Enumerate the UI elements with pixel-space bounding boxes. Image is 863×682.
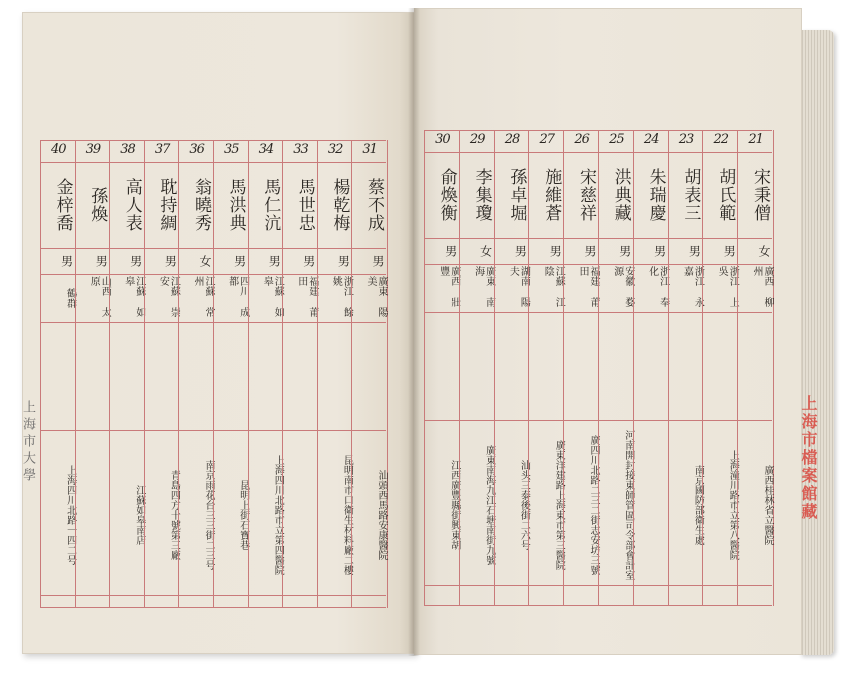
entry-name: 宋秉僧	[749, 168, 770, 222]
entry-native-place: 江蘇 如皋	[122, 276, 145, 317]
register-column	[424, 130, 460, 606]
entry-native-place: 福建 莆田	[576, 266, 599, 307]
register-column	[668, 130, 704, 606]
entry-sex: 男	[617, 245, 632, 257]
entry-number: 25	[609, 132, 624, 147]
entry-sex: 男	[59, 255, 74, 267]
entry-number: 27	[539, 132, 555, 147]
entry-native-place: 湖南 陽夫	[507, 266, 530, 307]
register-column	[144, 140, 180, 608]
entry-sex: 男	[232, 255, 247, 267]
entry-name: 馬世忠	[294, 178, 315, 232]
entry-address	[283, 440, 318, 590]
entry-address: 上海四川北路一四二号	[64, 465, 76, 565]
entry-native-place: 江蘇 江陰	[542, 266, 565, 307]
left-margin-marks: 上海市大學	[20, 400, 35, 485]
entry-sex: 女	[197, 255, 212, 267]
entry-sex: 男	[722, 245, 737, 257]
register-column	[737, 130, 774, 606]
entry-sex: 男	[513, 245, 528, 257]
entry-sex: 男	[267, 255, 282, 267]
entry-native-place: 廣東 陽美	[364, 276, 387, 317]
entry-number: 34	[258, 142, 274, 157]
entry-number: 21	[748, 132, 763, 147]
entry-address: 江西廣豐縣街興東胡	[448, 460, 460, 550]
entry-number: 30	[435, 132, 450, 147]
entry-name: 高人表	[121, 178, 142, 232]
entry-name: 馬仁沆	[260, 178, 281, 232]
archive-stamp: 上海市檔案館藏	[799, 395, 818, 521]
register-column	[282, 140, 318, 608]
entry-sex: 男	[163, 255, 178, 267]
book-spine	[408, 8, 420, 656]
entry-native-place: 江蘇 常州	[191, 276, 214, 317]
entry-address: 南京雨花台三三街二三号	[202, 460, 214, 570]
register-column	[633, 130, 669, 606]
entry-address	[634, 430, 669, 580]
entry-sex: 男	[128, 255, 143, 267]
entry-native-place: 江蘇 如皋	[261, 276, 284, 317]
entry-name: 孫煥	[87, 187, 108, 223]
entry-name: 朱瑞慶	[645, 168, 666, 222]
entry-native-place: 山西 太原	[88, 276, 111, 317]
entry-address: 廣四川北路二三二街志安坊三號	[587, 435, 599, 575]
entry-address: 上海潼川路市立第八醫院	[727, 450, 739, 560]
entry-address: 汕头三泰後街二六号	[518, 460, 530, 550]
register-column	[563, 130, 599, 606]
entry-native-place: 四川 成都	[226, 276, 249, 317]
entry-address: 青島四方十號第三廠	[168, 470, 180, 560]
entry-native-place: 廣西 壯豐	[437, 266, 460, 307]
entry-native-place: 廣西 柳州	[750, 266, 773, 307]
entry-number: 33	[293, 142, 308, 157]
entry-address: 廣西桂林省立醫院	[761, 465, 773, 545]
entry-number: 35	[224, 142, 239, 157]
entry-sex: 男	[582, 245, 597, 257]
entry-address: 南京國防部衛生處	[692, 465, 704, 545]
entry-number: 32	[327, 142, 343, 157]
entry-sex: 女	[478, 245, 493, 257]
register-column	[317, 140, 353, 608]
entry-name: 楊乾梅	[329, 178, 350, 232]
register-column	[109, 140, 145, 608]
entry-address: 河南開封接東師管區司令部會計室	[622, 430, 634, 580]
entry-name: 馬洪典	[225, 178, 246, 232]
entry-name: 洪典藏	[610, 168, 631, 222]
entry-name: 蔡不成	[363, 178, 384, 232]
entry-number: 28	[504, 132, 520, 147]
entry-address: 江蘇如皋南店	[133, 485, 145, 545]
entry-sex: 男	[336, 255, 351, 267]
register-column	[213, 140, 249, 608]
register-column	[75, 140, 111, 608]
entry-address: 廣東南海九江石塘南街九號	[483, 445, 495, 565]
entry-number: 26	[574, 132, 589, 147]
entry-native-place: 浙江 奉化	[646, 266, 669, 307]
entry-native-place: 浙江 永嘉	[681, 266, 704, 307]
entry-native-place: 福建 莆田	[295, 276, 318, 317]
register-column	[598, 130, 634, 606]
entry-address: 汕頭西馬路安康醫院	[375, 470, 387, 560]
entry-number: 38	[120, 142, 135, 157]
entry-number: 24	[643, 132, 659, 147]
entry-native-place: 安徽 婺源	[611, 266, 634, 307]
entry-name: 胡表三	[680, 168, 701, 222]
register-column	[494, 130, 530, 606]
entry-sex: 男	[548, 245, 563, 257]
entry-sex: 男	[652, 245, 667, 257]
entry-sex: 女	[756, 245, 771, 257]
register-column	[528, 130, 564, 606]
register-column	[248, 140, 284, 608]
register-column	[459, 130, 495, 606]
entry-name: 施維蒼	[541, 168, 562, 222]
register-column	[40, 140, 76, 608]
entry-number: 37	[154, 142, 170, 157]
entry-name: 翁曉秀	[190, 178, 211, 232]
right-register-table	[424, 130, 772, 606]
entry-name: 孫卓堀	[506, 168, 527, 222]
register-column	[702, 130, 738, 606]
entry-number: 29	[469, 132, 485, 147]
register-column	[178, 140, 214, 608]
entry-native-place: 鶴群	[64, 288, 76, 308]
entry-address: 昆明上街石寶巷	[237, 480, 249, 550]
entry-native-place: 江蘇 崇安	[157, 276, 180, 317]
entry-number: 39	[85, 142, 101, 157]
entry-name: 耽持綢	[156, 178, 177, 232]
entry-number: 36	[189, 142, 204, 157]
entry-name: 胡氏範	[715, 168, 736, 222]
entry-sex: 男	[370, 255, 385, 267]
entry-sex: 男	[301, 255, 316, 267]
register-column	[351, 140, 388, 608]
entry-name: 俞煥衡	[436, 168, 457, 222]
entry-address: 上海四川北路市立第四醫院	[272, 455, 284, 575]
entry-sex: 男	[443, 245, 458, 257]
entry-number: 23	[678, 132, 694, 147]
entry-native-place: 浙江 餘姚	[330, 276, 353, 317]
entry-number: 40	[51, 142, 66, 157]
entry-sex: 男	[687, 245, 702, 257]
entry-name: 李集瓊	[471, 168, 492, 222]
entry-native-place: 廣東 南海	[472, 266, 495, 307]
entry-name: 金梓喬	[52, 178, 73, 232]
entry-address: 廣東洋建路上海東市第三醫院	[553, 440, 565, 570]
entry-native-place: 浙江 上吳	[716, 266, 739, 307]
entry-name: 宋慈祥	[575, 168, 596, 222]
entry-number: 22	[713, 132, 729, 147]
entry-number: 31	[362, 142, 377, 157]
entry-address: 昆明南市口衛生材料廠二樓	[341, 455, 353, 575]
left-register-table	[40, 140, 386, 608]
entry-sex: 男	[94, 255, 109, 267]
entry-address	[76, 440, 111, 590]
